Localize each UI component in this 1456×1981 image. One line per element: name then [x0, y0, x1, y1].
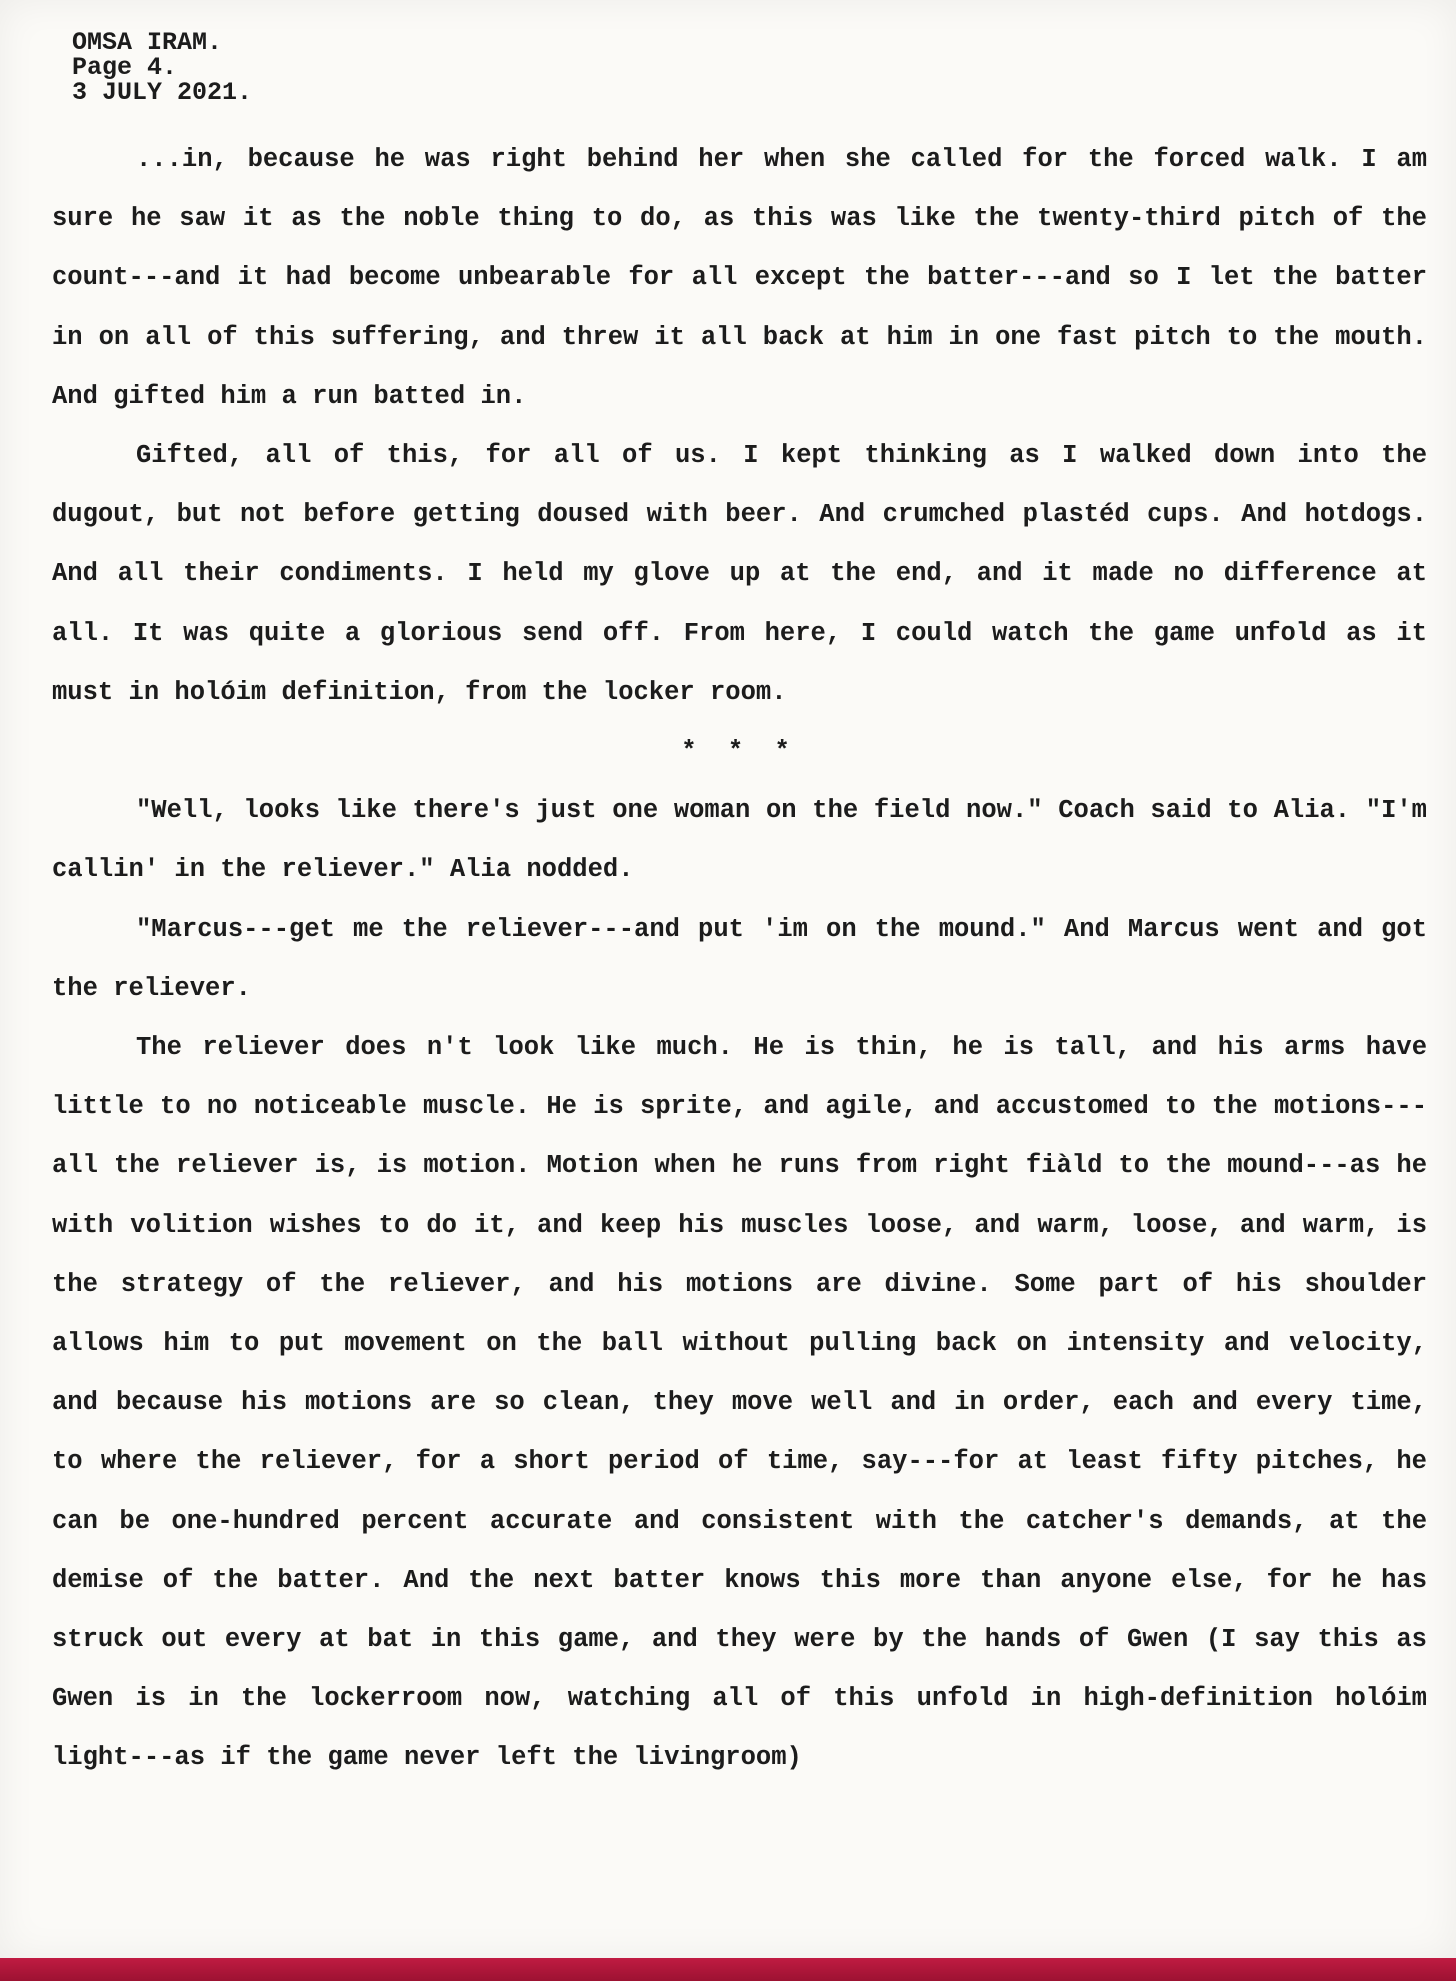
page-header — [72, 30, 252, 105]
page-body — [52, 130, 1427, 1788]
paragraph: "Marcus---get me the reliever---and put 'im on the mound." And Marcus went and got the reliever. — [52, 914, 1427, 1003]
author-name: OMSA IRAM. — [72, 28, 223, 57]
paragraph: "Well, looks like there's just one woman on the field now." Coach said to Alia. "I'm callin' in the reliever." Alia nodded. — [52, 796, 1427, 885]
page-number: Page 4. — [72, 53, 178, 82]
paragraph: Gifted, all of this, for all of us. I kept thinking as I walked down into the dugout, but not before getting doused with beer. And crumched plastéd cups. And hotdogs. And all their condiments. I held my glove up at the end, and it made no difference at all. It was quite a glorious send off. From here, I could watch the game unfold as it must in holóim definition, from the locker room. — [52, 441, 1427, 707]
red-fabric-backdrop — [0, 1958, 1456, 1981]
paragraph: The reliever does n't look like much. He is thin, he is tall, and his arms have little to no noticeable muscle. He is sprite, and agile, and accustomed to the motions---all the reliever is, is motion. Motion when he runs from right fiàld to the mound---as he with volition wishes to do it, and keep his muscles loose, and warm, loose, and warm, is the strategy of the reliever, and his motions are divine. Some part of his shoulder allows him to put movement on the ball without pulling back on intensity and velocity, and because his motions are so clean, they move well and in order, each and every time, to where the reliever, for a short period of time, say---for at least fifty pitches, he can be one-hundred percent accurate and consistent with the catcher's demands, at the demise of the batter. And the next batter knows this more than anyone else, for he has struck out every at bat in this game, and they were by the hands of Gwen (I say this as Gwen is in the lockerroom now, watching all of this unfold in high-definition holóim light---as if the game never left the livingroom) — [52, 1033, 1427, 1773]
section-separator: * * * — [681, 737, 798, 767]
page-date: 3 JULY 2021. — [72, 78, 253, 107]
paragraph: ...in, because he was right behind her when she called for the forced walk. I am sure he saw it as the noble thing to do, as this was like the twenty-third pitch of the count---and it had become unbearable for all except the batter---and so I let the batter in on all of this suffering, and threw it all back at him in one fast pitch to the mouth. And gifted him a run batted in. — [52, 145, 1427, 411]
